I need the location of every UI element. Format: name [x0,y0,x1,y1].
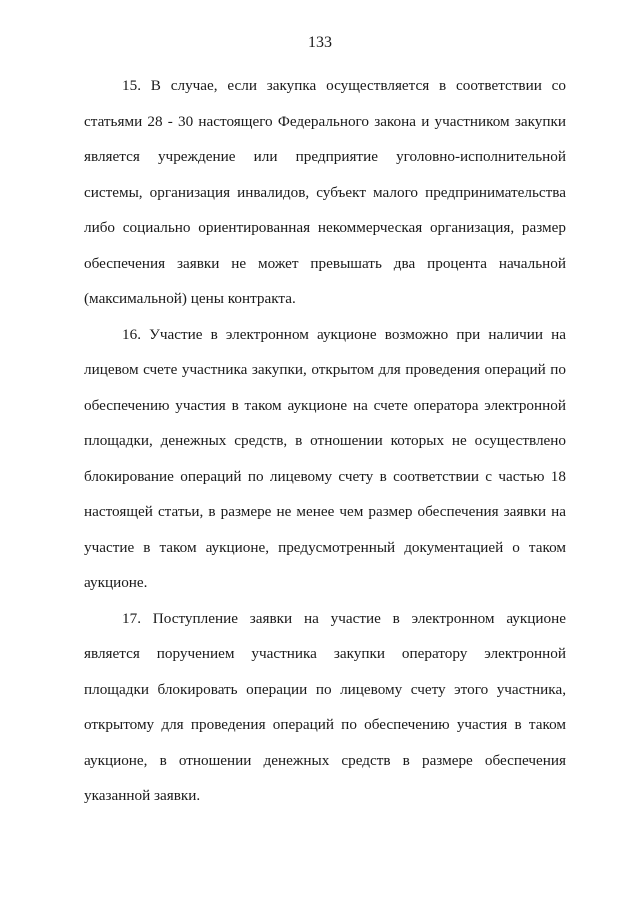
document-body [84,68,566,814]
paragraph-15: 15. В случае, если закупка осуществляется в соответствии со статьями 28 - 30 настоящего Федерального закона и участником закупки является учреждение или предприятие уголовно-исполнительной системы, организация инвалидов, субъект малого предпринимательства либо социально ориентированная некоммерческая организация, размер обеспечения заявки не может превышать два процента начальной (максимальной) цены контракта. [84,77,566,307]
paragraph-17: 17. Поступление заявки на участие в электронном аукционе является поручением участника закупки оператору электронной площадки блокировать операции по лицевому счету этого участника, открытому для проведения операций по обеспечению участия в таком аукционе, в отношении денежных средств в размере обеспечения указанной заявки. [84,609,566,804]
paragraph-16: 16. Участие в электронном аукционе возможно при наличии на лицевом счете участника закупки, открытом для проведения операций по обеспечению участия в таком аукционе на счете оператора электронной площадки, денежных средств, в отношении которых не осуществлено блокирование операций по лицевому счету в соответствии с частью 18 настоящей статьи, в размере не менее чем размер обеспечения заявки на участие в таком аукционе, предусмотренный документацией о таком аукционе. [84,325,566,591]
page-number: 133 [308,34,332,51]
